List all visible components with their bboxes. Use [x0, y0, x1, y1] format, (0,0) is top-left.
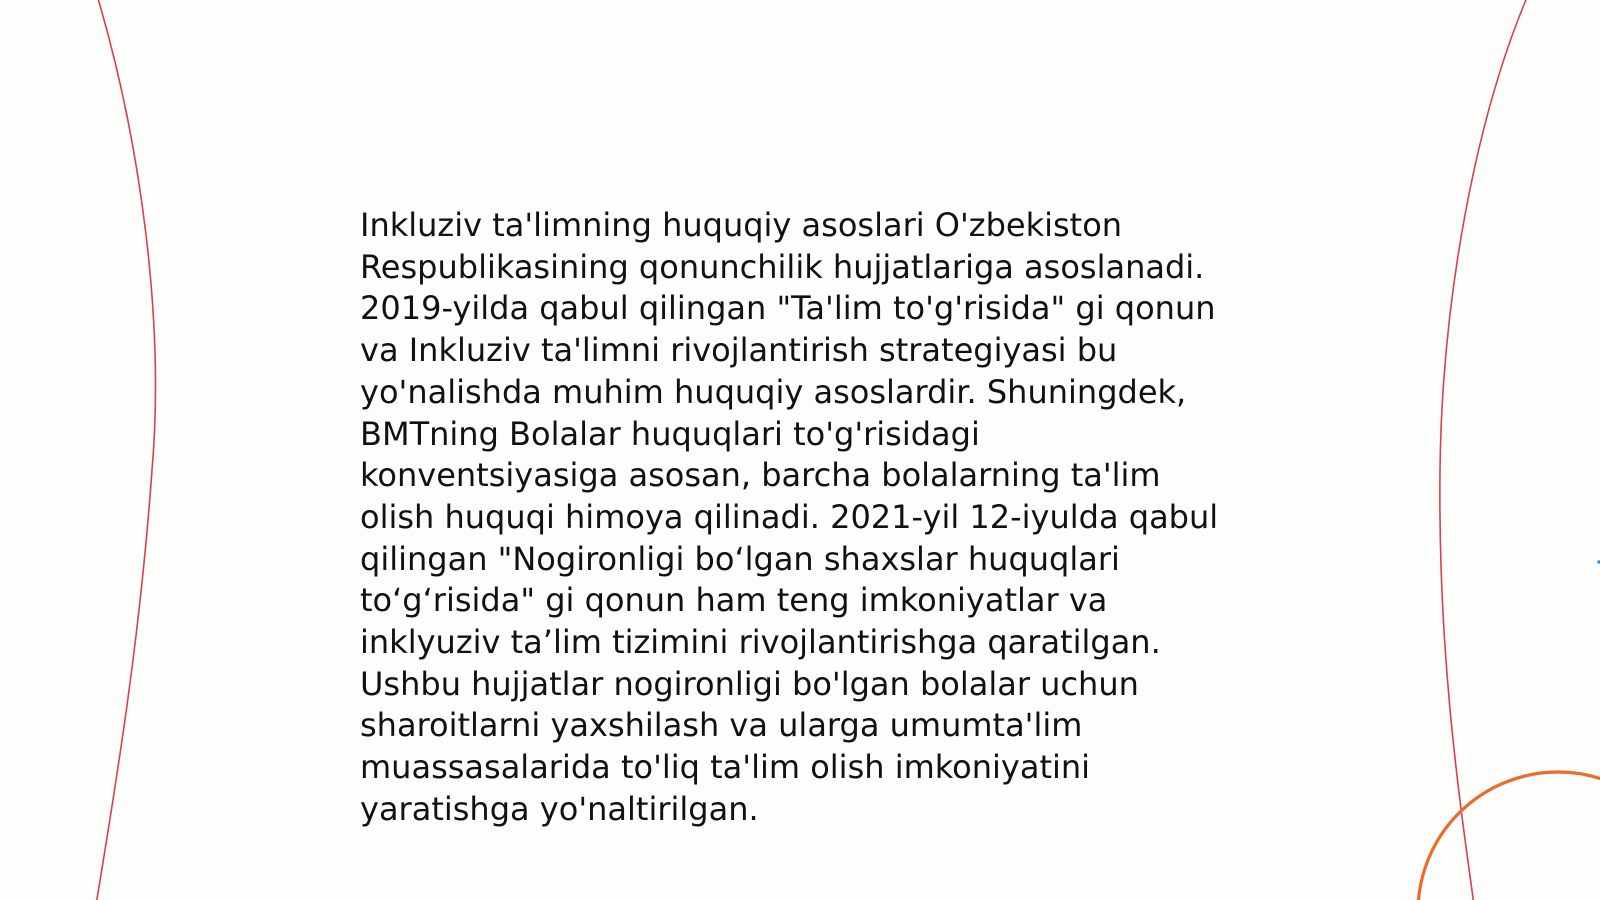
orange-circle-outline — [1418, 772, 1600, 900]
right-arc-line — [1440, 0, 1528, 900]
body-paragraph: Inkluziv ta'limning huquqiy asoslari O'zbekiston Respublikasining qonunchilik hujjatlariga asoslanadi. 2019-yilda qabul qilingan "Ta'lim to'g'risida" gi qonun va Inkluziv ta'limni rivojlantirish strategiyasi bu yo'nalishda muhim huquqiy asoslardir. Shuningdek, BMTning Bolalar huquqlari to'g'risidagi konventsiyasiga asosan, barcha bolalarning ta'lim olish huquqi himoya qilinadi. 2021-yil 12-iyulda qabul qilingan "Nogironligi boʻlgan shaxslar huquqlari toʻgʻrisida" gi qonun ham teng imkoniyatlar va inklyuziv taʼlim tizimini rivojlantirishga qaratilgan. Ushbu hujjatlar nogironligi bo'lgan bolalar uchun sharoitlarni yaxshilash va ularga umumta'lim muassasalarida to'liq ta'lim olish imkoniyatini yaratishga yo'naltirilgan. — [360, 206, 1219, 828]
left-arc-line — [96, 0, 155, 900]
